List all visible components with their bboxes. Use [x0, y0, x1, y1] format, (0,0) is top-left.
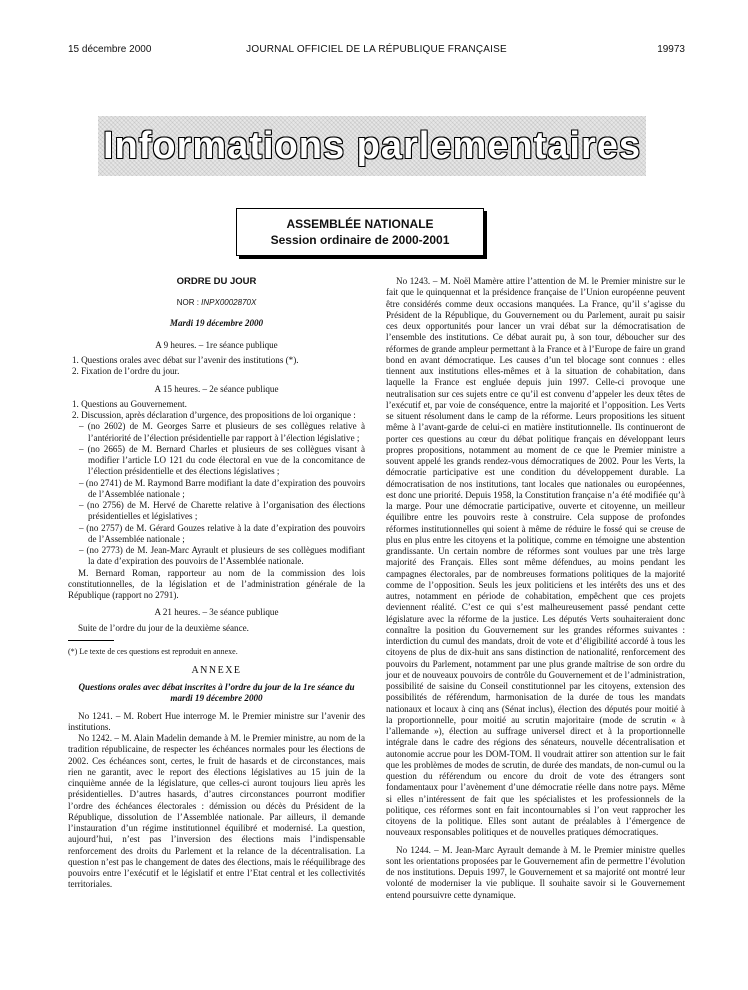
- nor-code: INPX0002870X: [201, 298, 257, 308]
- seance-3-heading: A 21 heures. – 3e séance publique: [154, 607, 279, 618]
- proposal-item: – (no 2741) de M. Raymond Barre modifiant la date d’expiration des pouvoirs de l’Assemblée nationale ;: [79, 477, 365, 499]
- proposal-item: – (no 2665) de M. Bernard Charles et plusieurs de ses collègues visant à modifier l’article LO 121 du code électoral en vue de la concomitance de l’élection présidentielle et des élections législatives ;: [79, 443, 365, 477]
- nor-label: NOR :: [176, 298, 199, 308]
- proposal-item: – (no 2773) de M. Jean-Marc Ayrault et plusieurs de ses collègues modifiant la date d’expiration des pouvoirs de l’Assemblée nationale.: [79, 545, 365, 567]
- banner-title: Informations parlementaires: [102, 124, 642, 167]
- nor-line: [68, 297, 365, 308]
- agenda-item: 1. Questions au Gouvernement.: [72, 398, 187, 409]
- seance-3-text: Suite de l’ordre du jour de la deuxième séance.: [78, 622, 249, 633]
- left-column: [68, 276, 365, 891]
- agenda-item: 2. Fixation de l’ordre du jour.: [72, 366, 180, 377]
- proposal-item: – (no 2756) de M. Hervé de Charette relative à l’organisation des élections présidentielles et législatives ;: [79, 500, 365, 522]
- agenda-date: Mardi 19 décembre 2000: [169, 317, 264, 328]
- seance-2-heading: A 15 heures. – 2e séance publique: [154, 383, 279, 394]
- seance-1-heading: A 9 heures. – 1re séance publique: [155, 339, 278, 350]
- agenda-item: 2. Discussion, après déclaration d’urgence, des propositions de loi organique :: [72, 410, 356, 420]
- section-banner: [98, 116, 646, 176]
- rapporteur-text: M. Bernard Roman, rapporteur au nom de la commission des lois constitutionnelles, de la législation et de l’administration générale de la République (rapport no 2791).: [68, 567, 365, 600]
- agenda-item: 1. Questions orales avec débat sur l’avenir des institutions (*).: [72, 355, 299, 365]
- assembly-name: ASSEMBLÉE NATIONALE: [286, 217, 434, 231]
- annexe-subtitle: Questions orales avec débat inscrites à l’ordre du jour de la 1re séance du mardi 19 décembre 2000: [78, 682, 355, 704]
- annexe-title: ANNEXE: [191, 664, 242, 676]
- proposal-item: – (no 2757) de M. Gérard Gouzes relative à la date d’expiration des pouvoirs de l’Assemblée nationale ;: [79, 522, 365, 544]
- agenda-title: ORDRE DU JOUR: [176, 276, 257, 287]
- right-column: [386, 276, 685, 901]
- running-header: [68, 44, 685, 58]
- question-1242: No 1242. – M. Alain Madelin demande à M. le Premier ministre, au nom de la tradition républicaine, de respecter les échéances normales pour les élections de 2002. Ces échéances sont, certes, le fruit de hasards et de circonstances, mais rien ne garantit, avec le report des élections législatives au 15 juin de la cinquième année de la législature, que celles-ci auront toujours lieu après les présidentielles. D’autres hasards, d’autres circonstances pourront modifier l’ordre des échéances électorales : démission ou décès du Président de la République, dissolution de l’Assemblée nationale. Par ailleurs, il demande l’instauration d’un régime institutionnel équilibré et modernisé. La question, aujourd’hui, n’est pas l’inversion des élections mais l’indispensable renforcement des droits du Parlement et la relance de la décentralisation. La question n’est pas le changement de dates des élections, mais le rééquilibrage des pouvoirs entre l’exécutif et le législatif et entre l’Etat central et les collectivités territoriales.: [68, 733, 365, 890]
- assembly-box: [236, 208, 484, 256]
- footnote: (*) Le texte de ces questions est reproduit en annexe.: [68, 646, 238, 656]
- question-1243: No 1243. – M. Noël Mamère attire l’attention de M. le Premier ministre sur le fait que le quinquennat et la présidence française de l’Union européenne peuvent être considérés comme deux occasions manquées. La France, qu’il s’agisse du Président de la République, du Gouvernement ou du Parlement, aurait pu saisir ces deux opportunités pour lancer un vrai débat sur la démocratisation de l’ensemble des institutions. Ce débat aurait pu, à son tour, déboucher sur des réformes de grande ampleur permettant à la France et à l’Europe de faire un grand bond en avant démocratique. Les causes d’un tel blocage sont connues : elles tiennent aux institutions elles-mêmes et à la situation de cohabitation, dans laquelle la France est engluée depuis juin 1997. Celle-ci provoque une neutralisation sur ces sujets entre ce qu’il est convenu d’appeler les deux têtes de l’exécutif et, par voie de conséquence, entre la majorité et l’opposition. Les Verts se situent résolument dans le camp de la réforme. Leurs propositions les situent même à l’avant-garde de celui-ci en matière institutionnelle. Ils continueront de porter ces questions au cœur du débat politique français en développant leurs propres propositions, notamment au moment de ce que le Premier ministre a souvent appelé les grands rendez-vous démocratiques de 2002. Pour les Verts, la démocratie participative est une condition du développement durable. La démocratisation de nos institutions, tant locales que nationales ou européennes, est donc une priorité. Depuis 1958, la Constitution française n’a été modifiée qu’à la marge. Pour une démocratie participative, ouverte et citoyenne, un meilleur équilibre entre les pouvoirs reste à construire. Cela suppose de profondes réformes institutionnelles qui soient à même de réduire le fossé qui se creuse de plus en plus entre les citoyens et la politique, comme en témoigne une abstention grandissante. Un certain nombre de réformes sont voulues par une très large majorité des Français. Elles sont même défendues, au moins pendant les campagnes électorales, par de nombreuses formations politiques de la majorité comme de l’opposition. Seuls les jeux politiciens et les intérêts des uns et des autres, notamment en période de cohabitation, empêchent que ces projets deviennent réalité. C’est ce qui s’est malheureusement passé pendant cette législature avec la réforme de la justice. Les députés Verts souhaiteraient donc connaître la position du Gouvernement sur les grandes réformes suivantes : interdiction du cumul des mandats, droit de vote et d’éligibilité accordé à tous les citoyens de plus de dix-huit ans sans distinction de nationalité, renforcement des pouvoirs du Parlement, notamment par une plus grande maîtrise de son ordre du jour et de nouveaux pouvoirs de contrôle du Gouvernement et de l’administration, possibilité de saisine du Conseil constitutionnel par les citoyens, extension des possibilités de référendum, harmonisation de la durée de tous les mandats nationaux et locaux à cinq ans (Sénat inclus), élection des députés pour moitié à la proportionnelle, pour moitié au scrutin majoritaire (mode de scrutin « à l’allemande »), élection au suffrage universel direct et à la proportionnelle intégrale dans le cadre des régions des sénateurs, nouvelle décentralisation et autonomie accrue pour les DOM-TOM. Il voudrait attirer son attention sur le fait que les problèmes de modes de scrutin, de durée des mandats, de non-cumul ou la question du référendum ou encore du droit de vote des étrangers sont fondamentaux pour l’avènement d’une démocratie réelle dans notre pays. Même si elles n’intéressent de fait que les spécialistes et les professionnels de la politique, ces réformes sont en fait incontournables si l’on veut rapprocher les citoyens de la politique. Elles sont autant de préalables à l’émergence de nouveaux responsables politiques et de nouvelles pratiques démocratiques.: [386, 276, 686, 838]
- journal-title: JOURNAL OFFICIEL DE LA RÉPUBLIQUE FRANÇAISE: [246, 44, 507, 55]
- question-1241: No 1241. – M. Robert Hue interroge M. le Premier ministre sur l’avenir des institutions.: [68, 710, 365, 732]
- session-name: Session ordinaire de 2000-2001: [270, 233, 450, 247]
- page-number: 19973: [657, 44, 685, 55]
- footnote-separator: [68, 640, 114, 641]
- header-date: 15 décembre 2000: [68, 44, 152, 55]
- proposal-item: – (no 2602) de M. Georges Sarre et plusieurs de ses collègues relative à l’antériorité de l’élection présidentielle par rapport à l’élection législative ;: [79, 421, 365, 443]
- question-1244: No 1244. – M. Jean-Marc Ayrault demande à M. le Premier ministre quelles sont les orientations proposées par le Gouvernement afin de permettre l’évolution de nos institutions. Depuis 1997, le Gouvernement et sa majorité ont montré leur volonté de moderniser la vie publique. Il souhaite savoir si le Gouvernement entend poursuivre cette dynamique.: [386, 844, 685, 900]
